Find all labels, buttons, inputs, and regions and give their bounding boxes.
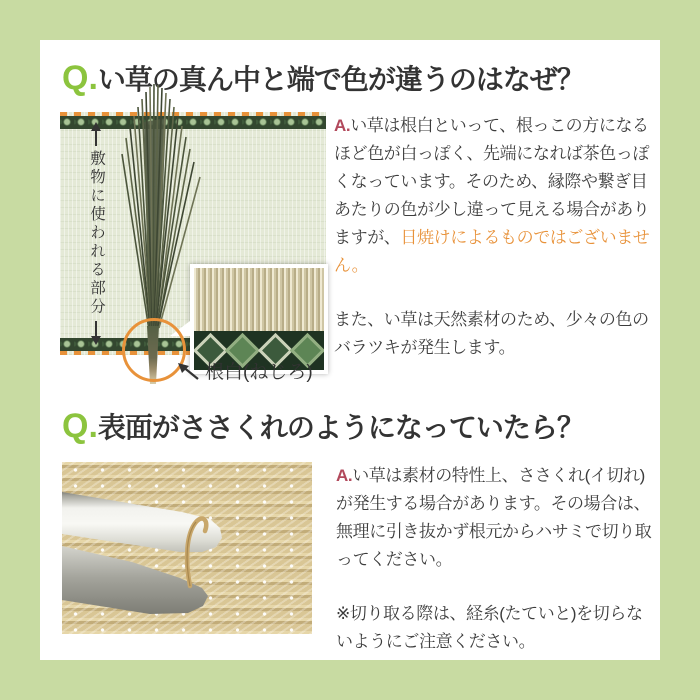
faq-panel xyxy=(40,40,660,660)
scissors-photo xyxy=(62,462,312,634)
top-dashed-line xyxy=(60,112,326,116)
answer-2-note: ※切り取る際は、経糸(たていと)を切らないようにご注意ください。 xyxy=(336,604,643,651)
answer-1-highlight: 日焼けによるものではございません。 xyxy=(334,228,650,275)
answer-2-text xyxy=(336,462,654,656)
down-arrow-icon xyxy=(91,336,101,345)
used-area-measure xyxy=(84,122,108,345)
question-2-title: 表面がささくれのようになっていたら？ xyxy=(97,412,584,443)
igusa-weave-closeup xyxy=(194,268,324,331)
up-arrow-icon xyxy=(91,122,101,131)
measure-line xyxy=(95,321,97,336)
answer-1-a-mark: A. xyxy=(334,116,351,135)
section-2-body xyxy=(40,462,660,656)
answer-1-paragraph-1 xyxy=(334,112,652,280)
answer-2-a-mark: A. xyxy=(336,466,353,485)
question-2-q-mark: Q. xyxy=(62,407,98,445)
nejiro-callout xyxy=(176,357,313,384)
answer-2-body: い草は素材の特性上、ささくれ(イ切れ)が発生する場合があります。その場合は、無理に引き抜かず根元からハサミで切り取ってください。 xyxy=(336,466,652,569)
question-1-title: い草の真ん中と端で色が違うのはなぜ？ xyxy=(97,64,584,95)
igusa-strand-loop xyxy=(62,462,312,634)
igusa-color-figure xyxy=(60,112,326,388)
answer-1-paragraph-2: また、い草は天然素材のため、少々の色のバラツキが発生します。 xyxy=(334,310,649,357)
tatami-mat-illustration xyxy=(60,112,326,355)
used-area-caption: 敷物に使われる部分 xyxy=(88,150,105,317)
answer-1-lead: い草は根白といって、根っこの方になるほど色が白っぽく、先端になれば茶色っぽくなっています。そのため、縁際や繋ぎ目あたりの色が少し違って見える場合がありますが、 xyxy=(334,116,650,247)
measure-line xyxy=(95,131,97,146)
question-2-heading xyxy=(40,404,660,450)
section-1-body xyxy=(40,112,660,388)
question-1-heading xyxy=(40,56,660,102)
nejiro-label: 根白(ねじろ) xyxy=(205,362,313,383)
answer-1-text xyxy=(334,112,652,362)
callout-arrow-icon xyxy=(176,360,200,382)
answer-2-paragraph-1 xyxy=(336,462,654,574)
question-1-q-mark: Q. xyxy=(62,59,98,97)
